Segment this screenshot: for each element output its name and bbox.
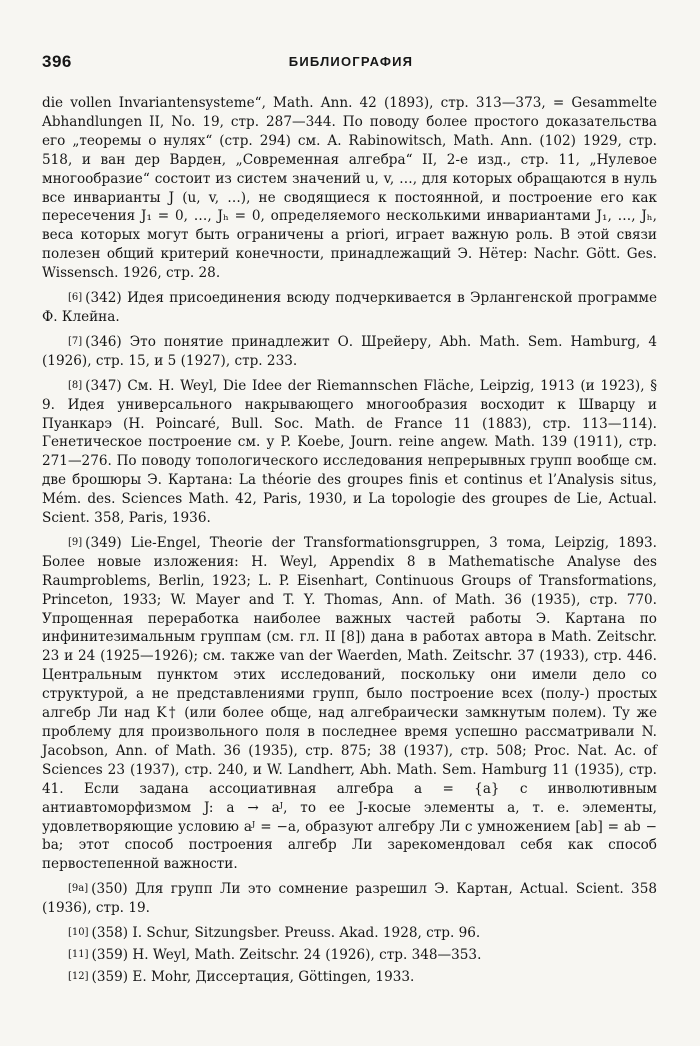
note-6: [42, 289, 657, 327]
note-7: [42, 333, 657, 371]
note-text: (342) Идея присоединения всюду подчеркивается в Эрлангенской программе Ф. Клейна.: [42, 290, 657, 325]
note-text: (347) См. H. Weyl, Die Idee der Riemannschen Fläche, Leipzig, 1913 (и 1923), § 9. Идея универсального накрывающего многообразия восходит к Шварцу и Пуанкарэ (H. Poincaré, Bull. Soc. Math. de France 11 (1883), стр. 113—114). Генетическое построение см. у P. Koebe, Journ. reine angew. Math. 139 (1911), стр. 271—276. По поводу топологического исследования непрерывных групп вообще см. две брошюры Э. Картана: La théorie des groupes finis et continus et l’Analysis situs, Mém. des. Sciences Math. 42, Paris, 1930, и La topologie des groupes de Lie, Actual. Scient. 358, Paris, 1936.: [42, 377, 657, 527]
note-11: [42, 946, 657, 965]
note-8: [42, 377, 657, 528]
note-ref: [10]: [68, 927, 89, 939]
note-text: (349) Lie-Engel, Theorie der Transformationsgruppen, 3 тома, Leipzig, 1893. Более новые изложения: H. Weyl, Appendix 8 в Mathematische Analyse des Raumproblems, Berlin, 1923; L. P. Eisenhart, Continuous Groups of Transformations, Princeton, 1933; W. Mayer and T. Y. Thomas, Ann. of Math. 36 (1935), стр. 770. Упрощенная переработка наиболее важных частей работы Э. Картана по инфинитезимальным группам (см. гл. II [8]) дана в работах автора в Math. Zeitschr. 23 и 24 (1925—1926); см. также van der Waerden, Math. Zeitschr. 37 (1933), стр. 446. Центральным пунктом этих исследований, поскольку они имели дело со структурой, а не представлениями групп, было построение всех (полу-) простых алгебр Ли над K† (или более обще, над алгебраически замкнутым полем). Ту же проблему для произвольного поля в последнее время успешно рассматривали N. Jacobson, Ann. of Math. 36 (1935), стр. 875; 38 (1937), стр. 508; Proc. Nat. Ac. of Sciences 23 (1937), стр. 240, и W. Landherr, Abh. Math. Sem. Hamburg 11 (1935), стр. 41. Если задана ассоциативная алгебра a = {a} с инволютивным антиавтоморфизмом J: a → aᴶ, то ее J-косые элементы a, т. е. элементы, удовлетворяющие условию aᴶ = −a, образуют алгебру Ли с умножением [ab] = ab − ba; этот способ построения алгебр Ли зарекомендовал себя как способ первостепенной важности.: [42, 534, 657, 873]
note-text: (350) Для групп Ли это сомнение разрешил Э. Картан, Actual. Scient. 358 (1936), стр. 19.: [42, 881, 657, 917]
running-title: БИБЛИОГРАФИЯ: [288, 54, 414, 69]
page-header: [42, 52, 660, 78]
note-text: (346) Это понятие принадлежит О. Шрейеру, Abh. Math. Sem. Hamburg, 4 (1926), стр. 15, и 5 (1927), стр. 233.: [42, 333, 657, 369]
note-ref: [7]: [68, 335, 83, 347]
page-number: 396: [42, 52, 72, 71]
note-ref: [6]: [68, 292, 83, 304]
note-ref: [11]: [68, 948, 89, 960]
note-text: die vollen Invariantensysteme“, Math. Ann. 42 (1893), стр. 313—373, = Gesammelte Abhandlungen II, No. 19, стр. 287—344. По поводу более простого доказательства его „теоремы о нулях“ (стр. 294) см. A. Rabinowitsch, Math. Ann. (102) 1929, стр. 518, и ван дер Варден, „Современная алгебра“ II, 2-е изд., стр. 11, „Нулевое многообразие“ состоит из систем значений u, v, …, для которых обращаются в нуль все инварианты J (u, v, …), не сводящиеся к постоянной, и построение его как пересечения J₁ = 0, …, Jₕ = 0, определяемого несколькими инвариантами J₁, …, Jₕ, веса которых могут быть ограничены a priori, играет важную роль. В этой связи полезен общий критерий конечности, принадлежащий Э. Нётер: Nachr. Gött. Ges. Wissensch. 1926, стр. 28.: [42, 95, 657, 282]
note-continuation: [42, 94, 657, 283]
note-ref: [12]: [68, 970, 89, 982]
note-9a: [42, 880, 657, 918]
note-text: (359) E. Mohr, Диссертация, Göttingen, 1933.: [91, 968, 415, 985]
note-ref: [9a]: [68, 883, 89, 895]
note-text: (358) I. Schur, Sitzungsber. Preuss. Akad. 1928, стр. 96.: [91, 925, 481, 942]
note-12: [42, 968, 657, 987]
note-10: [42, 924, 657, 943]
note-text: (359) H. Weyl, Math. Zeitschr. 24 (1926), стр. 348—353.: [91, 946, 482, 963]
note-ref: [8]: [68, 379, 83, 391]
note-9: [42, 534, 657, 874]
note-ref: [9]: [68, 536, 83, 548]
bibliography-body: [42, 94, 657, 990]
